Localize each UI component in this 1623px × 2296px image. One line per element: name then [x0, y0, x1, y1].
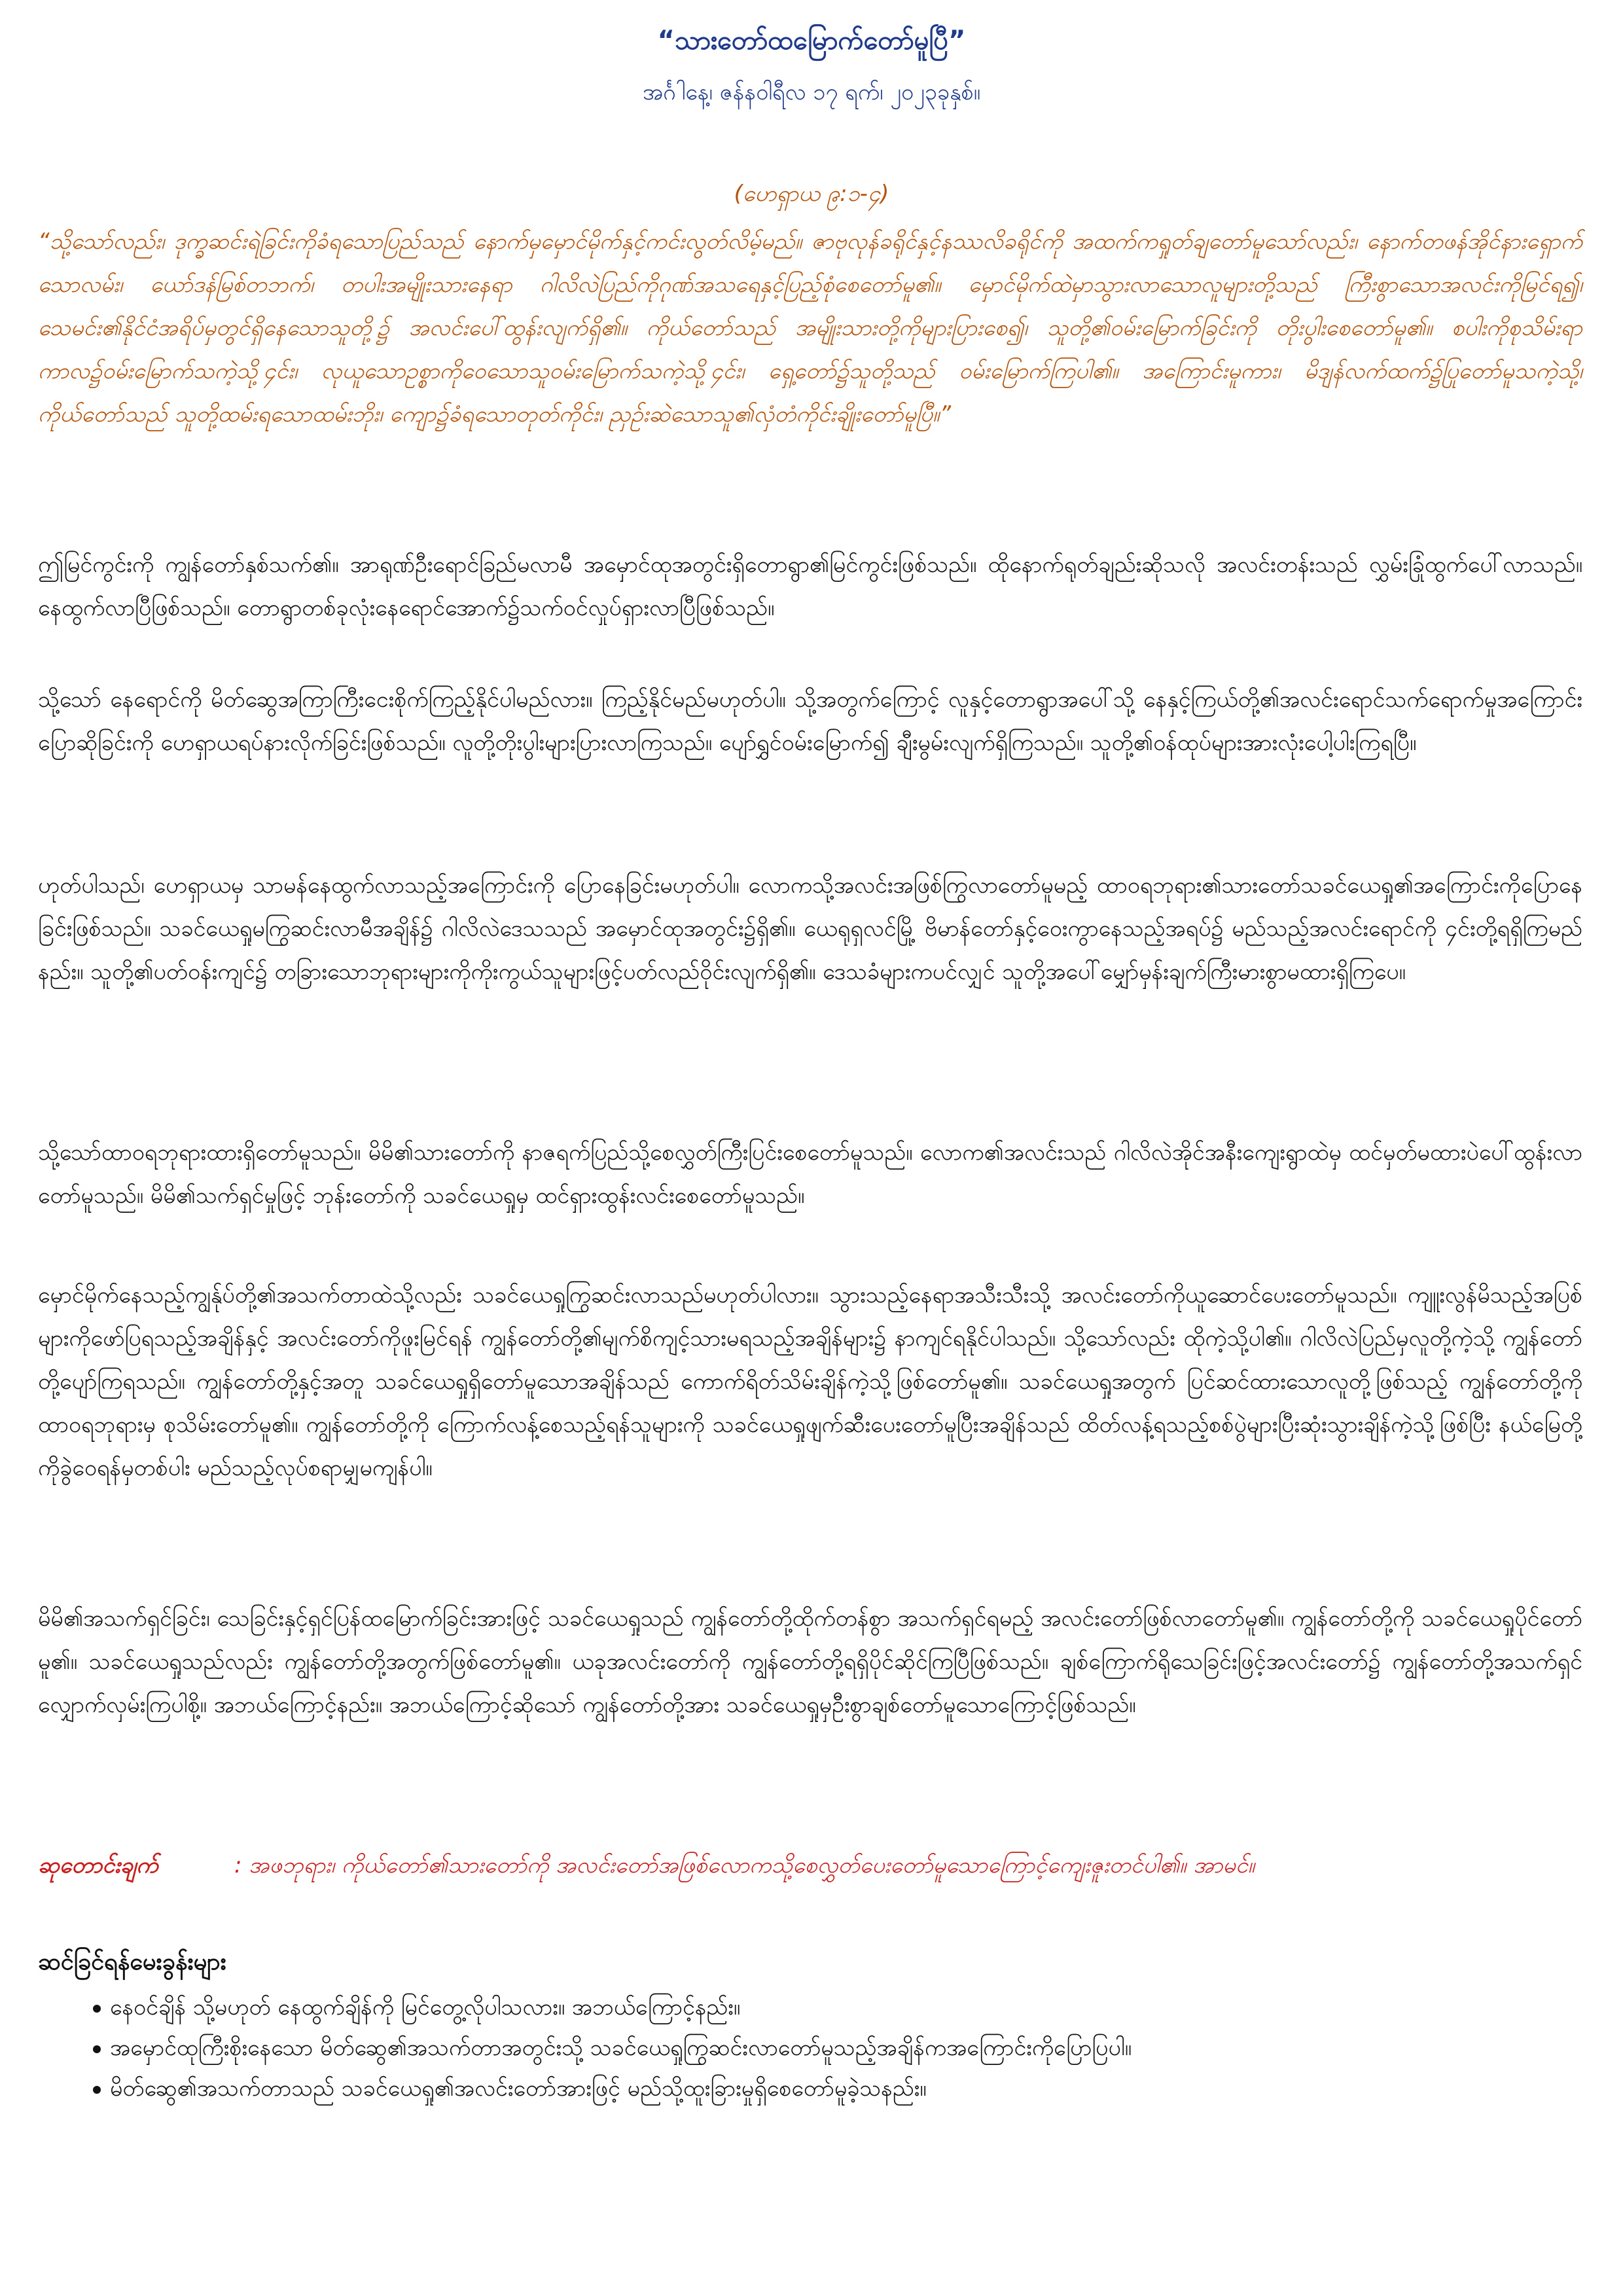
prayer-text: : အဖဘုရား၊ ကိုယ်တော်၏သားတော်ကို အလင်းတော်အဖြစ်လောကသို့စေလွှတ်ပေးတော်မူသောကြောင့်ကျေးဇူးတင်ပါ၏။ အာမင်။ [234, 1852, 1255, 1878]
questions-list [38, 1987, 1582, 2109]
body-paragraph-4: သို့သော်ထာဝရဘုရားထားရှိတော်မူသည်။ မိမိ၏သားတော်ကို နာဇရက်ပြည်သို့စေလွှတ်ကြီးပြင်းစေတော်မူသည်။ လောက၏အလင်းသည် ဂါလိလဲအိုင်အနီးကျေးရွာထဲမှ ထင်မှတ်မထားပဲပေါ်ထွန်းလာတော်မူသည်။ မိမိ၏သက်ရှင်မှုဖြင့် ဘုန်းတော်ကို သခင်ယေရှုမှ ထင်ရှားထွန်းလင်းစေတော်မူသည်။ [38, 1139, 1582, 1209]
prayer-block [38, 1846, 1582, 1885]
list-item [38, 2068, 1582, 2109]
body-paragraph-2: သို့သော် နေရောင်ကို မိတ်ဆွေအကြာကြီးငေးစိုက်ကြည့်နိုင်ပါမည်လား။ ကြည့်နိုင်မည်မဟုတ်ပါ။ သို့အတွက်ကြောင့် လူနှင့်တောရွာအပေါ်သို့ နေနှင့်ကြယ်တို့၏အလင်းရောင်သက်ရောက်မှုအကြောင်းပြောဆိုခြင်းကို ဟေရှာယရပ်နားလိုက်ခြင်းဖြစ်သည်။ လူတို့တိုးပွါးများပြားလာကြသည်။ ပျော်ရွှင်ဝမ်းမြောက်၍ ချီးမွမ်းလျက်ရှိကြသည်။ သူတို့၏ဝန်ထုပ်များအားလုံးပေါ့ပါးကြရပြီ။ [38, 687, 1582, 756]
body-paragraph-6: မိမိ၏အသက်ရှင်ခြင်း၊ သေခြင်းနှင့်ရှင်ပြန်ထမြောက်ခြင်းအားဖြင့် သခင်ယေရှုသည် ကျွန်တော်တို့ထိုက်တန်စွာ အသက်ရှင်ရမည့် အလင်းတော်ဖြစ်လာတော်မူ၏။ ကျွန်တော်တို့ကို သခင်ယေရှုပိုင်တော်မူ၏။ သခင်ယေရှုသည်လည်း ကျွန်တော်တို့အတွက်ဖြစ်တော်မူ၏။ ယခုအလင်းတော်ကို ကျွန်တော်တို့ရရှိပိုင်ဆိုင်ကြပြီဖြစ်သည်။ ချစ်ကြောက်ရိုသေခြင်းဖြင့်အလင်းတော်၌ ကျွန်တော်တို့အသက်ရှင်လျှောက်လှမ်းကြပါစို့။ အဘယ်ကြောင့်နည်း။ အဘယ်ကြောင့်ဆိုသော် ကျွန်တော်တို့အား သခင်ယေရှုမှဦးစွာချစ်တော်မူသောကြောင့်ဖြစ်သည်။ [38, 1605, 1582, 1718]
page-title: “သားတော်ထမြောက်တော်မူပြီ” [657, 26, 966, 56]
question-text: မိတ်ဆွေ၏အသက်တာသည် သခင်ယေရှု၏အလင်းတော်အားဖြင့် မည်သို့ထူးခြားမှုရှိစေတော်မူခဲ့သနည်း။ [110, 2075, 927, 2102]
scripture-reference: (ဟေရှာယ ၉:၁-၄) [734, 181, 889, 207]
question-text: နေဝင်ချိန် သို့မဟုတ် နေထွက်ချိန်ကို မြင်တွေ့လိုပါသလား။ အဘယ်ကြောင့်နည်း။ [110, 1994, 741, 2020]
list-item [38, 2028, 1582, 2068]
scripture-passage: “သို့သော်လည်း၊ ဒုက္ခဆင်းရဲခြင်းကိုခံရသောပြည်သည် နောက်မှမှောင်မိုက်နှင့်ကင်းလွတ်လိမ့်မည်။ ဇာဗုလုန်ခရိုင်နှင့်နဿလိခရိုင်ကို အထက်ကရှုတ်ချတော်မူသော်လည်း၊ နောက်တဖန်အိုင်နားရှောက်သောလမ်း၊ ယော်ဒန်မြစ်တဘက်၊ တပါးအမျိုးသားနေရာ ဂါလိလဲပြည်ကိုဂုဏ်အသရေနှင့်ပြည့်စုံစေတော်မူ၏။ မှောင်မိုက်ထဲမှာသွားလာသောလူများတို့သည် ကြီးစွာသောအလင်းကိုမြင်ရ၍၊ သေမင်း၏နိုင်ငံအရိပ်မှတွင်ရှိနေသောသူတို့၌ အလင်းပေါ်ထွန်းလျက်ရှိ၏။ ကိုယ်တော်သည် အမျိုးသားတို့ကိုများပြားစေ၍၊ သူတို့၏ဝမ်းမြောက်ခြင်းကို တိုးပွါးစေတော်မူ၏။ စပါးကိုစုသိမ်းရာကာလ၌ဝမ်းမြောက်သကဲ့သို့၄င်း၊ လုယူသောဥစ္စာကိုဝေသောသူဝမ်းမြောက်သကဲ့သို့၄င်း၊ ရှေ့တော်၌သူတို့သည် ဝမ်းမြောက်ကြပါ၏။ အကြောင်းမူကား၊ မိဒျန်လက်ထက်၌ပြုတော်မူသကဲ့သို့၊ ကိုယ်တော်သည် သူတို့ထမ်းရသောထမ်းဘိုး၊ ကျော၌ခံရသောတုတ်ကိုင်း၊ ညှဉ်းဆဲသောသူ၏လှံတံကိုင်းချိုးတော်မူပြီ။” [38, 228, 1582, 427]
page-date: အင်္ဂါနေ့၊ ဇန်နဝါရီလ ၁၇ ရက်၊ ၂၀၂၃ခုနှစ်။ [642, 79, 981, 105]
bullet-icon [93, 2045, 101, 2053]
prayer-label: ဆုတောင်းချက် [38, 1852, 158, 1878]
questions-heading: ဆင်ခြင်ရန်မေးခွန်းများ [38, 1948, 226, 1975]
body-paragraph-1: ဤမြင်ကွင်းကို ကျွန်တော်နှစ်သက်၏။ အာရုဏ်ဦးရောင်ခြည်မလာမီ အမှောင်ထုအတွင်းရှိတောရွာ၏မြင်ကွင်းဖြစ်သည်။ ထိုနောက်ရုတ်ချည်းဆိုသလို အလင်းတန်းသည် လွှမ်းခြုံထွက်ပေါ်လာသည်။ နေထွက်လာပြီဖြစ်သည်။ တောရွာတစ်ခုလုံးနေရောင်အောက်၌သက်ဝင်လှုပ်ရှားလာပြီဖြစ်သည်။ [38, 552, 1582, 621]
question-text: အမှောင်ထုကြီးစိုးနေသော မိတ်ဆွေ၏အသက်တာအတွင်းသို့ သခင်ယေရှုကြွဆင်းလာတော်မူသည့်အချိန်ကအကြောင်းကိုပြောပြပါ။ [110, 2035, 1132, 2061]
body-paragraph-5: မှောင်မိုက်နေသည့်ကျွန်ုပ်တို့၏အသက်တာထဲသို့လည်း သခင်ယေရှုကြွဆင်းလာသည်မဟုတ်ပါလား။ သွားသည့်နေရာအသီးသီးသို့ အလင်းတော်ကိုယူဆောင်ပေးတော်မူသည်။ ကျူးလွန်မိသည့်အပြစ်များကိုဖော်ပြရသည့်အချိန်နှင့် အလင်းတော်ကိုဖူးမြင်ရန် ကျွန်တော်တို့၏မျက်စိကျင့်သားမရသည့်အချိန်များ၌ နာကျင်ရနိုင်ပါသည်။ သို့သော်လည်း ထိုကဲ့သို့ပါ၏။ ဂါလိလဲပြည်မှလူတို့ကဲ့သို့ ကျွန်တော်တို့ပျော်ကြရသည်။ ကျွန်တော်တို့နှင့်အတူ သခင်ယေရှုရှိတော်မူသောအချိန်သည် ကောက်ရိတ်သိမ်းချိန်ကဲ့သို့ဖြစ်တော်မူ၏။ သခင်ယေရှုအတွက် ပြင်ဆင်ထားသောလူတို့ဖြစ်သည့် ကျွန်တော်တို့ကို ထာဝရဘုရားမှ စုသိမ်းတော်မူ၏။ ကျွန်တော်တို့ကို ကြောက်လန့်စေသည့်ရန်သူများကို သခင်ယေရှုဖျက်ဆီးပေးတော်မူပြီးအချိန်သည် ထိတ်လန့်ရသည့်စစ်ပွဲများပြီးဆုံးသွားချိန်ကဲ့သို့ဖြစ်ပြီး နယ်မြေတို့ကိုခွဲဝေရန်မှတစ်ပါး မည်သည့်လုပ်စရာမျှမကျန်ပါ။ [38, 1282, 1582, 1481]
list-item [38, 1987, 1582, 2028]
body-paragraph-3: ဟုတ်ပါသည်၊ ဟေရှာယမှ သာမန်နေထွက်လာသည့်အကြောင်းကို ပြောနေခြင်းမဟုတ်ပါ။ လောကသို့အလင်းအဖြစ်ကြွလာတော်မူမည့် ထာဝရဘုရား၏သားတော်သခင်ယေရှု၏အကြောင်းကိုပြောနေခြင်းဖြစ်သည်။ သခင်ယေရှုမကြွဆင်းလာမီအချိန်၌ ဂါလိလဲဒေသသည် အမှောင်ထုအတွင်း၌ရှိ၏။ ယေရုရှလင်မြို့ ဗိမာန်တော်နှင့်ဝေးကွာနေသည့်အရပ်၌ မည်သည့်အလင်းရောင်ကို ၄င်းတို့ရရှိကြမည်နည်း။ သူတို့၏ပတ်ဝန်းကျင်၌ တခြားသောဘုရားများကိုကိုးကွယ်သူများဖြင့်ပတ်လည်ဝိုင်းလျက်ရှိ၏။ ဒေသခံများကပင်လျှင် သူတို့အပေါ်မျှော်မှန်းချက်ကြီးမားစွာမထားရှိကြပေ။ [38, 872, 1582, 985]
bullet-icon [93, 2005, 101, 2013]
bullet-icon [93, 2086, 101, 2094]
